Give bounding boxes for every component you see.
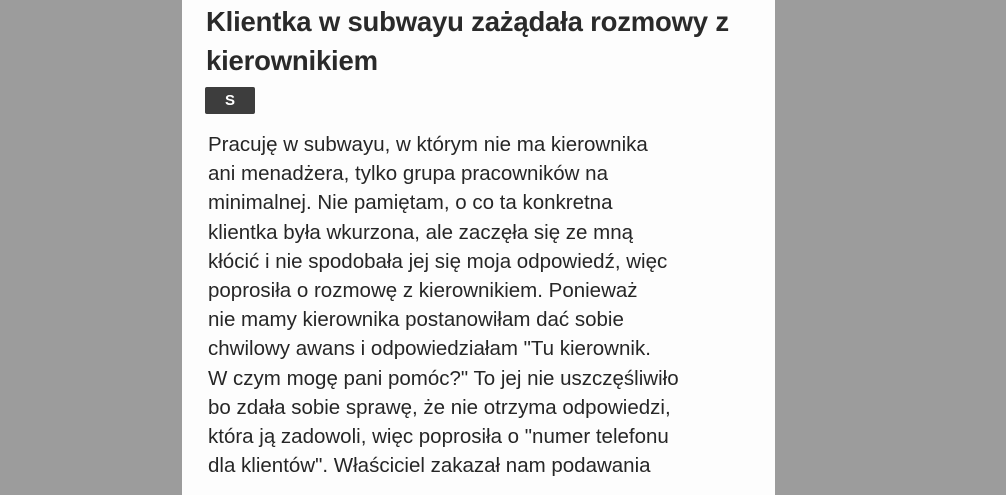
author-badge: S <box>205 87 255 114</box>
article-title: Klientka w subwayu zażądała rozmowy z kierownikiem <box>206 6 729 76</box>
article-card <box>182 0 775 495</box>
article-body: Pracuję w subwayu, w którym nie ma kierownika ani menadżera, tylko grupa pracowników na minimalnej. Nie pamiętam, o co ta konkretna klientka była wkurzona, ale zaczęła się ze mną kłócić i nie spodobała jej się moja odpowiedź, więc poprosiła o rozmowę z kierownikiem. Ponieważ nie mamy kierownika postanowiłam dać sobie chwilowy awans i odpowiedziałam "Tu kierownik. W czym mogę pani pomóc?" To jej nie uszczęśliwiło bo zdała sobie sprawę, że nie otrzyma odpowiedzi, która ją zadowoli, więc poprosiła o "numer telefonu dla klientów". Właściciel zakazał nam podawania <box>208 133 679 478</box>
